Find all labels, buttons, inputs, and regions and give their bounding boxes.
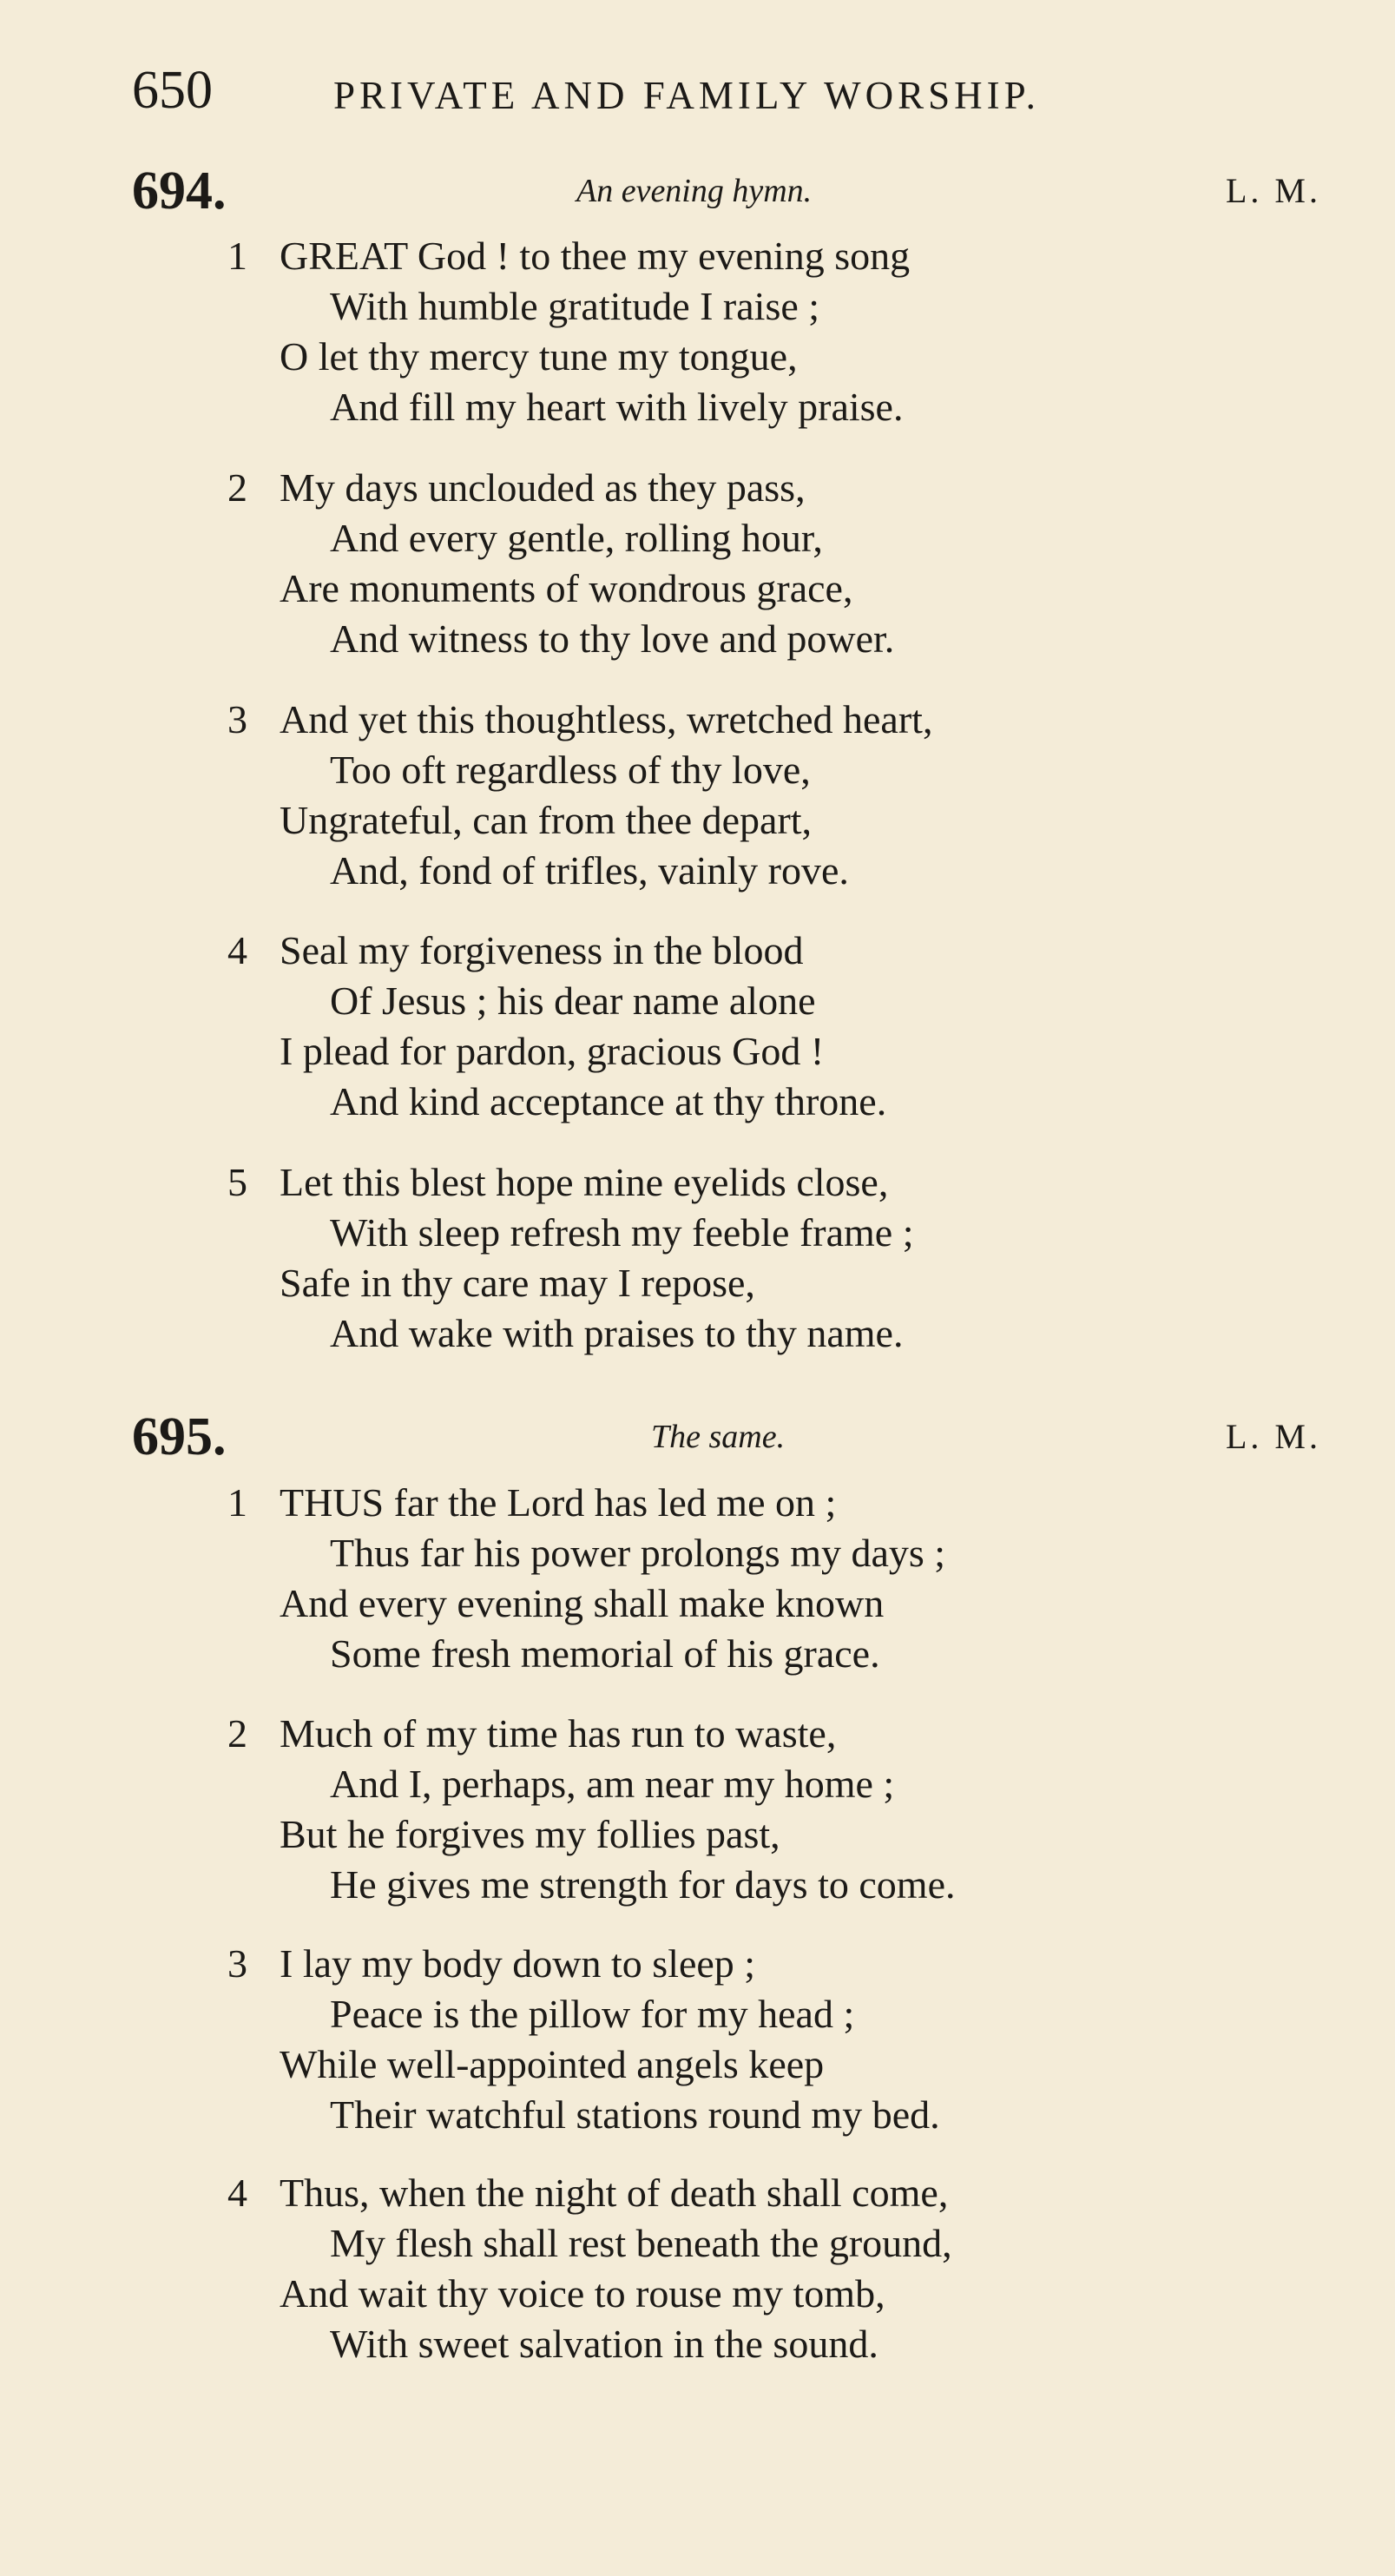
- hymn-meter: L. M.: [1226, 171, 1321, 210]
- verse-line: And every gentle, rolling hour,: [330, 516, 823, 560]
- verse-line: With humble gratitude I raise ;: [330, 284, 820, 328]
- stanza: [0, 231, 1395, 432]
- stanza-number: 4: [227, 928, 247, 972]
- verse-line: With sweet salvation in the sound.: [330, 2322, 878, 2366]
- verse-line: O let thy mercy tune my tongue,: [280, 334, 798, 379]
- stanza-number: 2: [227, 465, 247, 510]
- verse-line: Let this blest hope mine eyelids close,: [280, 1160, 889, 1204]
- verse-line: And wait thy voice to rouse my tomb,: [280, 2271, 885, 2316]
- hymn-number: 695.: [132, 1407, 227, 1466]
- stanza-number: 3: [227, 1941, 247, 1986]
- hymn-heading: [132, 1402, 1321, 1472]
- verse-line: And yet this thoughtless, wretched heart,: [280, 697, 933, 741]
- hymn-number: 694.: [132, 161, 227, 221]
- stanza-number: 1: [227, 1480, 247, 1525]
- verse-line: And, fond of trifles, vainly rove.: [330, 848, 849, 893]
- stanza-number: 3: [227, 697, 247, 741]
- stanza: [0, 2168, 1395, 2369]
- stanza: [0, 926, 1395, 1127]
- verse-line: My flesh shall rest beneath the ground,: [330, 2221, 952, 2265]
- verse-line: Much of my time has run to waste,: [280, 1711, 837, 1756]
- stanza-number: 2: [227, 1711, 247, 1756]
- verse-line: Ungrateful, can from thee depart,: [280, 798, 813, 842]
- verse-line: I lay my body down to sleep ;: [280, 1941, 756, 1986]
- verse-line: GREAT God ! to thee my evening song: [280, 234, 911, 278]
- hymn-heading: [132, 156, 1321, 226]
- stanza-number: 4: [227, 2171, 247, 2215]
- verse-line: Safe in thy care may I repose,: [280, 1261, 755, 1305]
- verse-line: Their watchful stations round my bed.: [330, 2092, 940, 2137]
- verse-line: And every evening shall make known: [280, 1581, 885, 1625]
- stanza-number: 1: [227, 234, 247, 278]
- stanza: [0, 1939, 1395, 2140]
- stanza: [0, 1157, 1395, 1359]
- verse-line: And wake with praises to thy name.: [330, 1311, 904, 1355]
- verse-line: THUS far the Lord has led me on ;: [280, 1480, 837, 1525]
- verse-line: Some fresh memorial of his grace.: [330, 1631, 880, 1676]
- stanza: [0, 695, 1395, 896]
- hymn-subtitle: The same.: [651, 1419, 786, 1455]
- hymn-subtitle: An evening hymn.: [576, 173, 813, 209]
- verse-line: Seal my forgiveness in the blood: [280, 928, 804, 972]
- verse-line: While well-appointed angels keep: [280, 2042, 825, 2086]
- verse-line: I plead for pardon, gracious God !: [280, 1029, 825, 1073]
- verse-line: But he forgives my follies past,: [280, 1812, 780, 1856]
- stanza: [0, 1478, 1395, 1679]
- page-header: [132, 56, 1321, 125]
- stanza: [0, 1709, 1395, 1910]
- verse-line: Of Jesus ; his dear name alone: [330, 978, 816, 1023]
- verse-line: And witness to thy love and power.: [330, 616, 895, 661]
- stanza: [0, 463, 1395, 664]
- verse-line: Peace is the pillow for my head ;: [330, 1992, 855, 2036]
- verse-line: Thus, when the night of death shall come,: [280, 2171, 949, 2215]
- running-title: PRIVATE AND FAMILY WORSHIP.: [333, 74, 1040, 117]
- verse-line: He gives me strength for days to come.: [330, 1862, 956, 1907]
- page-number: 650: [132, 61, 213, 120]
- verse-line: And kind acceptance at thy throne.: [330, 1079, 887, 1123]
- verse-line: With sleep refresh my feeble frame ;: [330, 1210, 914, 1255]
- verse-line: Too oft regardless of thy love,: [330, 748, 811, 792]
- hymn-meter: L. M.: [1226, 1417, 1321, 1456]
- verse-line: My days unclouded as they pass,: [280, 465, 806, 510]
- verse-line: And I, perhaps, am near my home ;: [330, 1762, 895, 1806]
- verse-line: Thus far his power prolongs my days ;: [330, 1531, 946, 1575]
- verse-line: And fill my heart with lively praise.: [330, 385, 904, 429]
- stanza-number: 5: [227, 1160, 247, 1204]
- verse-line: Are monuments of wondrous grace,: [280, 566, 853, 610]
